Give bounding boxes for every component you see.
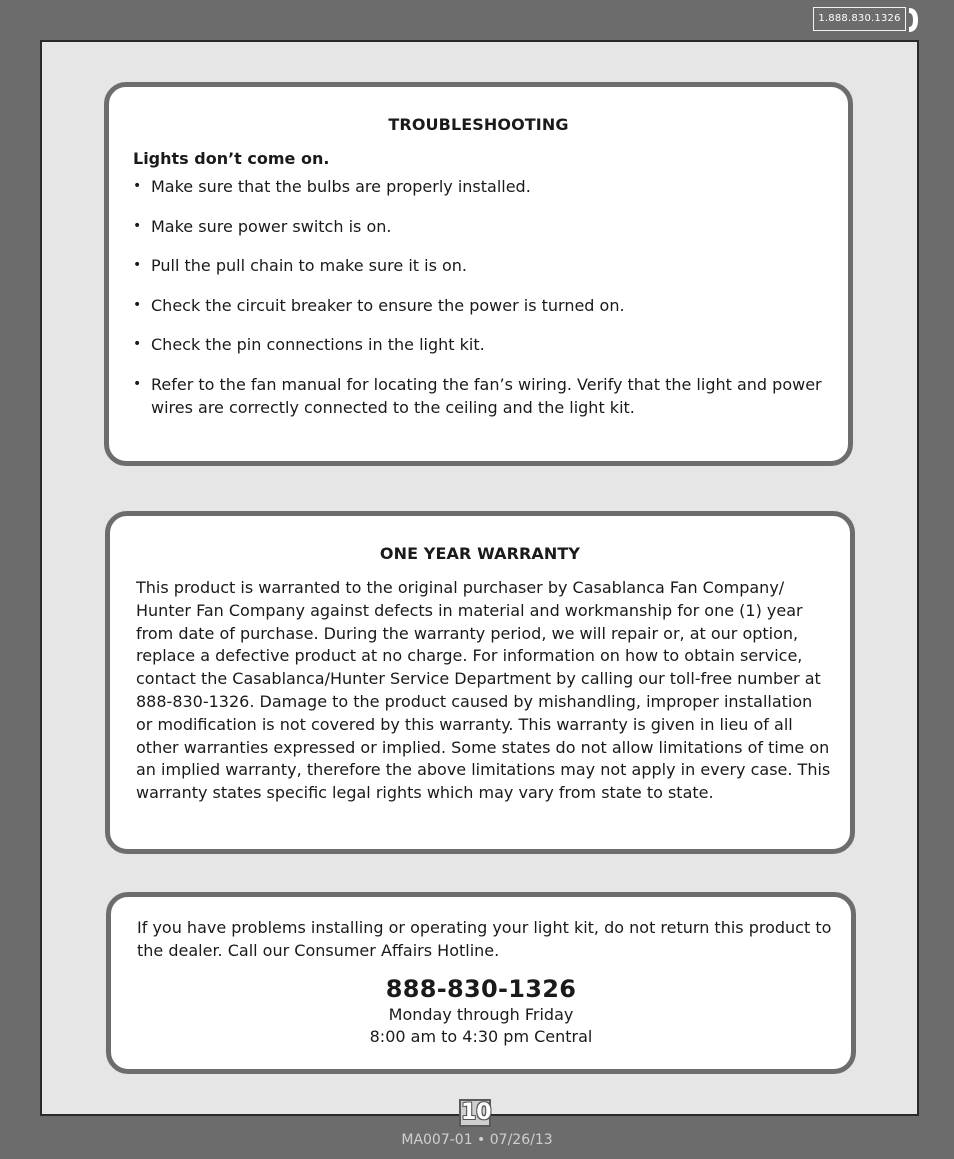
- warranty-text: This product is warranted to the original purchaser by Casablanca Fan Company/ Hunter Fan Company against defects in material and workmanship for one (1) year from date of purchase. During the warranty period, we will repair or, at our option, replace a defective product at no charge. For information on how to obtain service, contact the Casablanca/Hunter Service Department by calling our toll-free number at 888-830-1326. Damage to the product caused by mishandling, improper installation or modification is not covered by this warranty. This warranty is given in lieu of all other warranties expressed or implied. Some states do not allow limitations of time on an implied warranty, therefore the above limitations may not apply in every case. This warranty states specific legal rights which may vary from state to state.: [136, 578, 831, 803]
- header-phone-number: 1.888.830.1326: [813, 7, 906, 31]
- document-code: MA007-01 • 07/26/13: [401, 1132, 553, 1148]
- troubleshooting-heading: TROUBLESHOOTING: [388, 115, 569, 134]
- list-item: [133, 294, 833, 317]
- bullet-icon: •: [133, 257, 142, 273]
- page-number: 10: [461, 1100, 492, 1125]
- hotline-number: 888-830-1326: [385, 975, 577, 1003]
- list-item-text: Pull the pull chain to make sure it is on.: [151, 256, 467, 275]
- troubleshooting-panel: [104, 82, 853, 466]
- list-item: [133, 215, 833, 238]
- troubleshooting-subheading: Lights don’t come on.: [133, 149, 330, 168]
- bullet-icon: •: [133, 217, 142, 234]
- list-item-text: Check the circuit breaker to ensure the power is turned on.: [151, 295, 625, 315]
- list-item-text: Make sure power switch is on.: [151, 216, 392, 236]
- list-item: [133, 254, 833, 277]
- list-item-text: Refer to the fan manual for locating the fan’s wiring. Verify that the light and power wires are correctly connected to the ceiling and the light kit.: [151, 374, 822, 417]
- list-item-text: Make sure that the bulbs are properly installed.: [151, 177, 531, 196]
- list-item: [133, 333, 833, 356]
- list-item: [133, 175, 833, 198]
- bullet-icon: •: [133, 296, 142, 313]
- phone-handset-icon: [906, 6, 920, 34]
- troubleshooting-list: [133, 175, 833, 435]
- warranty-heading: ONE YEAR WARRANTY: [379, 544, 581, 563]
- bullet-icon: •: [133, 178, 142, 194]
- hotline-panel: [106, 892, 856, 1074]
- bullet-icon: •: [133, 375, 142, 392]
- list-item-text: Check the pin connections in the light kit.: [151, 335, 485, 354]
- hotline-days: Monday through Friday: [388, 1005, 574, 1024]
- hotline-intro: If you have problems installing or operating your light kit, do not return this product to the dealer. Call our Consumer Affairs Hotline.: [137, 918, 832, 960]
- warranty-panel: [105, 511, 855, 854]
- list-item: [133, 373, 833, 419]
- hotline-hours: 8:00 am to 4:30 pm Central: [369, 1027, 593, 1046]
- bullet-icon: •: [133, 336, 142, 352]
